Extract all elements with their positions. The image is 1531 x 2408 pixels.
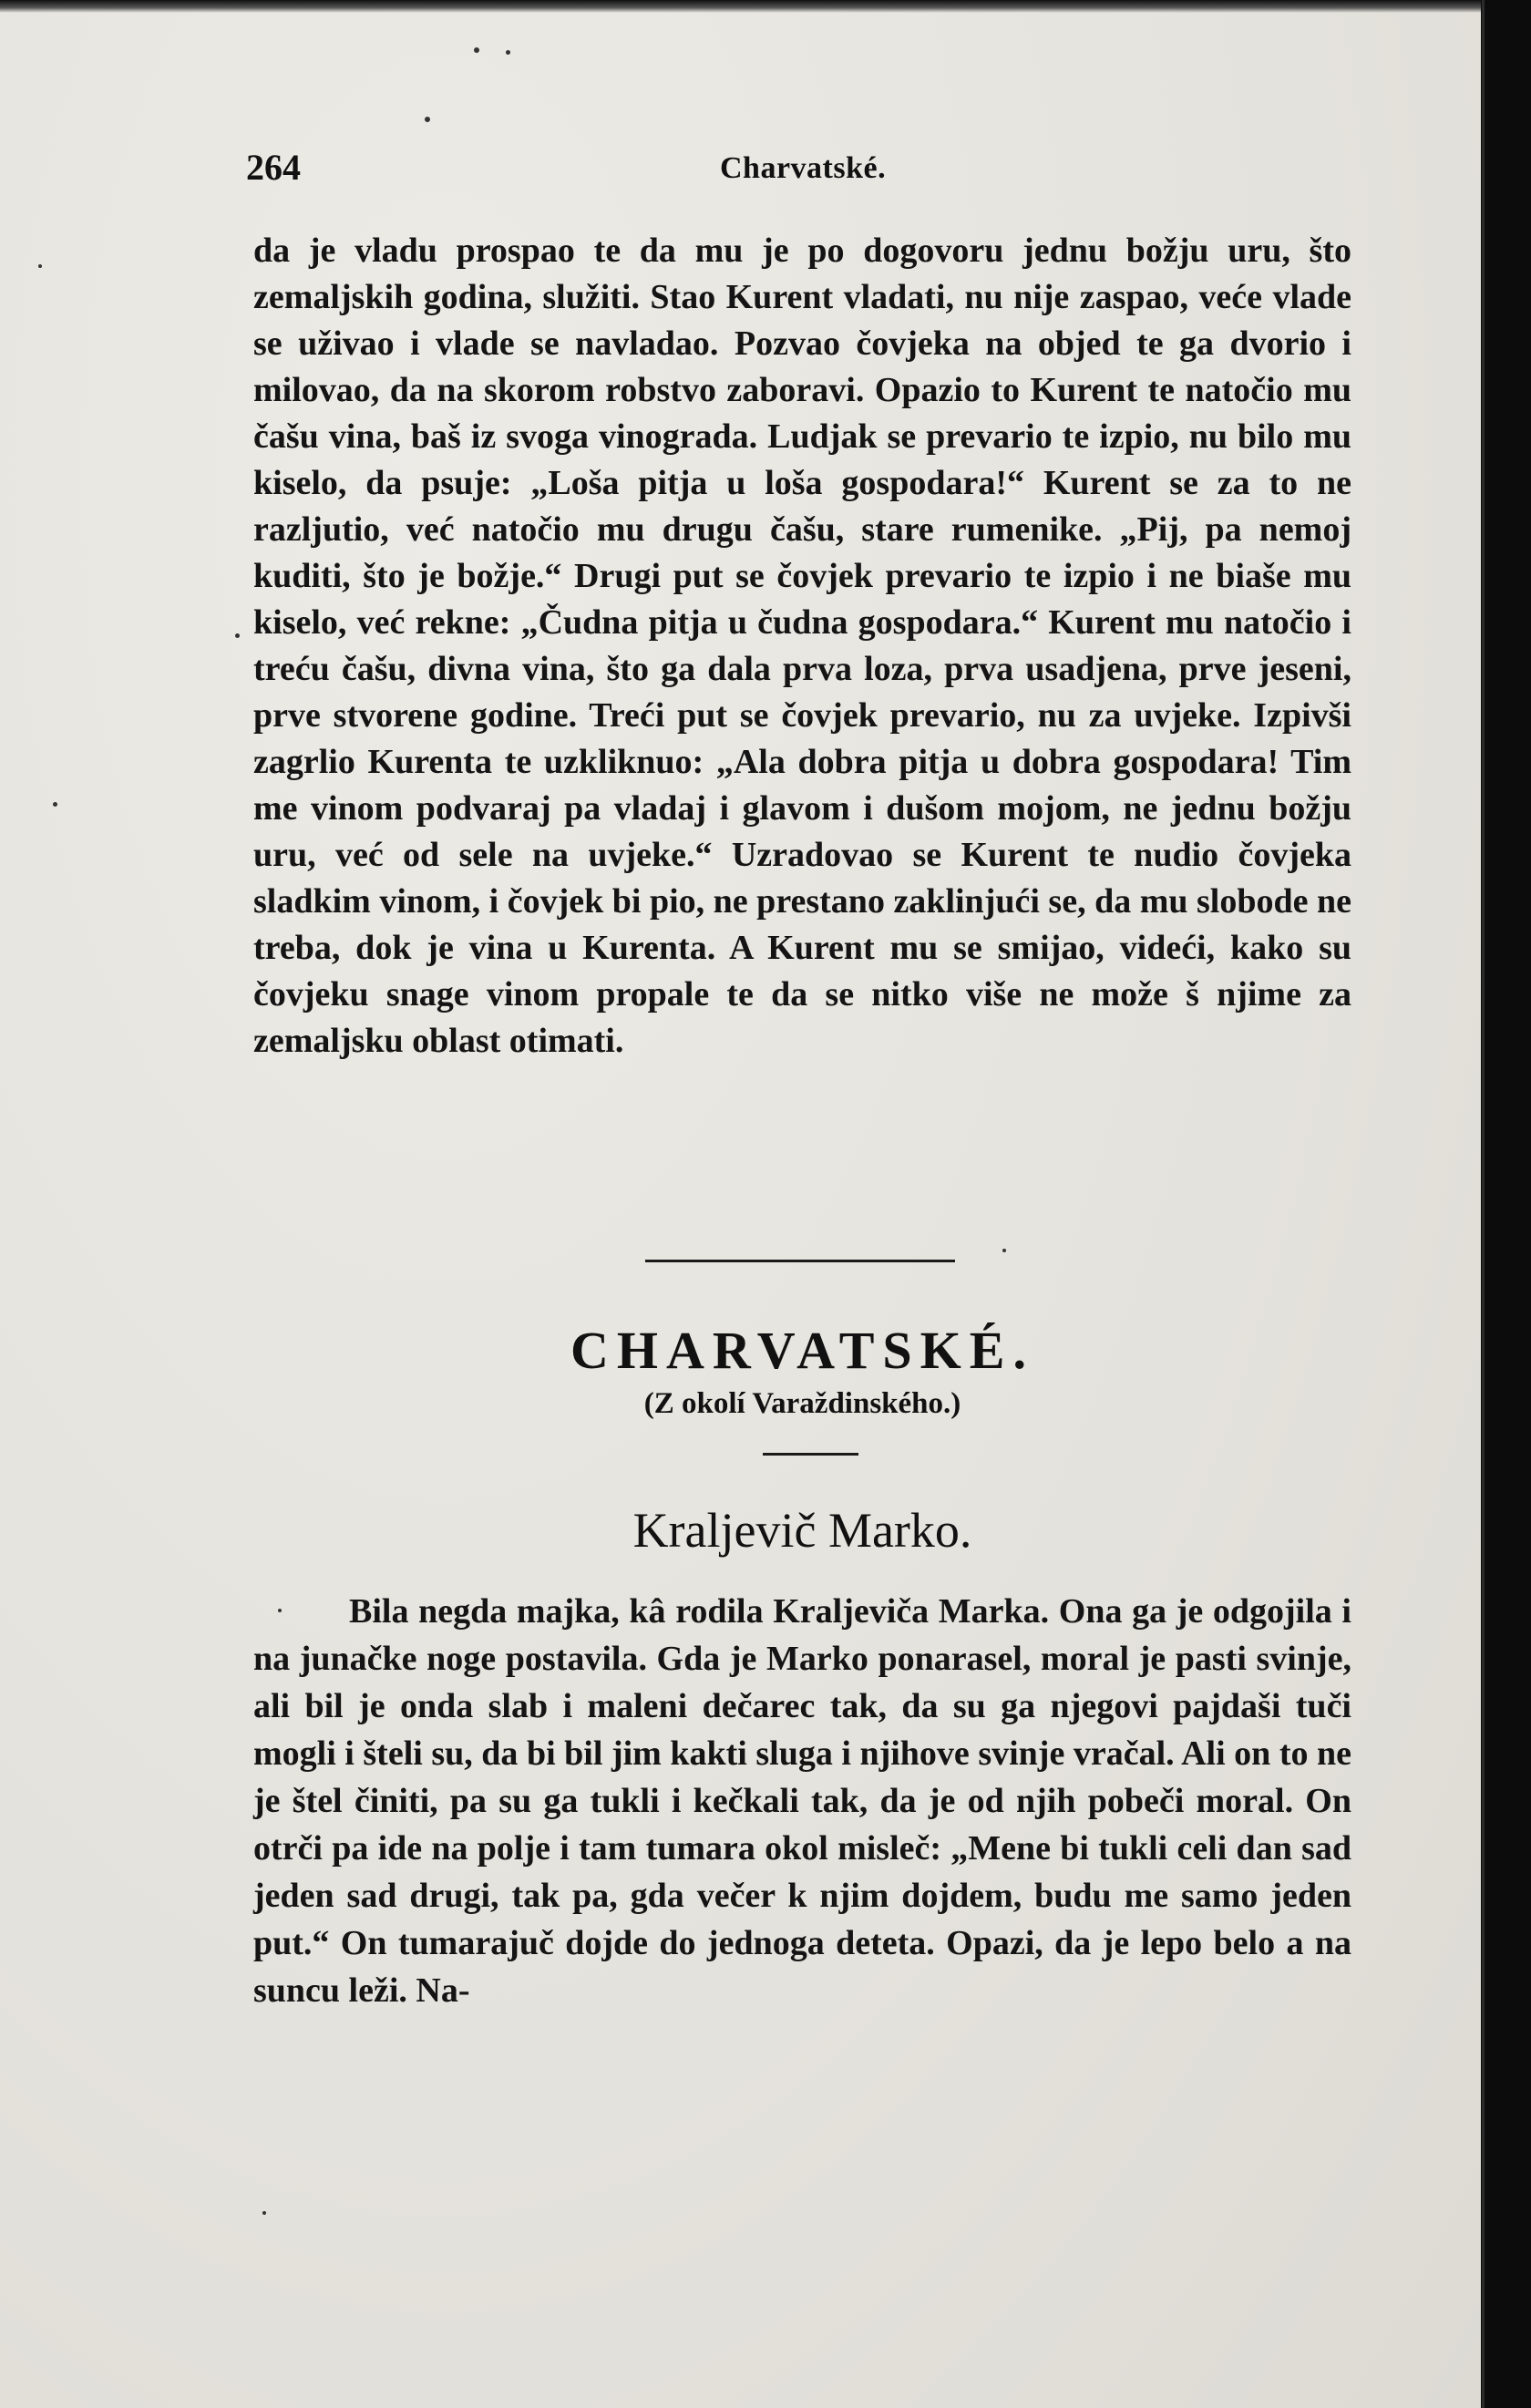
subtitle-divider (763, 1453, 858, 1456)
print-speck (38, 264, 42, 268)
running-head (246, 146, 1351, 191)
print-speck (53, 802, 57, 807)
print-speck (262, 2211, 266, 2215)
page-edge-line (1482, 0, 1485, 2408)
page-edge (1481, 0, 1531, 2408)
print-speck (235, 633, 240, 638)
section-subtitle: (Z okolí Varaždinského.) (643, 1387, 961, 1420)
print-speck (506, 50, 510, 55)
page-top-shadow (0, 0, 1481, 13)
section-divider (645, 1260, 955, 1262)
section-title: CHARVATSKÉ. (570, 1321, 1034, 1380)
print-speck (1002, 1249, 1006, 1252)
continued-paragraph: da je vladu prospao te da mu je po dogovoru jednu božju uru, što zemaljskih godina, služiti. Stao Kurent vladati, nu nije zaspao, veće vlade se uživao i vlade se navladao. Pozvao čovjeka na objed te ga dvorio i milovao, da na skorom robstvo zaboravi. Opazio to Kurent te natočio mu čašu vina, baš iz svoga vinograda. Ludjak se prevario te izpio, nu bilo mu kiselo, da psuje: „Loša pitja u loša gospodara!“ Kurent se za to ne razljutio, već natočio mu drugu čašu, stare rumenike. „Pij, pa nemoj kuditi, što je božje.“ Drugi put se čovjek prevario te izpio i ne biaše mu kiselo, već rekne: „Čudna pitja u čudna gospodara.“ Kurent mu natočio i treću čašu, divna vina, što ga dala prva loza, prva usadjena, prve jeseni, prve stvorene godine. Treći put se čovjek prevario, nu za uvjeke. Izpivši zagrlio Kurenta te uzkliknuo: „Ala dobra pitja u dobra gospodara! Tim me vinom podvaraj pa vladaj i glavom i dušom mojom, ne jednu božju uru, već od sele na uvjeke.“ Uzradovao se Kurent te nudio čovjeka sladkim vinom, i čovjek bi pio, ne prestano zaklinjući se, da mu slobode ne treba, dok je vina u Kurenta. A Kurent mu se smijao, videći, kako su čovjeku snage vinom propale te da se nitko više ne može š njime za zemaljsku oblast otimati. (253, 232, 1351, 1060)
running-head-title: Charvatské. (720, 151, 887, 185)
story-paragraph: Bila negda majka, kâ rodila Kraljeviča Marka. Ona ga je odgojila i na junačke noge postavila. Gda je Marko ponarasel, moral je pasti svinje, ali bil je onda slab i maleni dečarec tak, da su ga njegovi pajdaši tuči mogli i šteli su, da bi bil jim kakti sluga i njihove svinje vračal. Ali on to ne je štel činiti, pa su ga tukli i kečkali tak, da je od njih pobeči moral. On otrči pa ide na polje i tam tumara okol misleč: „Mene bi tukli celi dan sad jeden sad drugi, tak pa, gda večer k njim dojdem, budu me samo jeden put.“ On tumarajuč dojde do jednoga deteta. Opazi, da je lepo belo a na suncu leži. Na- (253, 1592, 1351, 2010)
print-speck (278, 1609, 282, 1612)
story-title: Kraljevič Marko. (632, 1503, 972, 1558)
print-speck (474, 47, 479, 53)
print-speck (425, 117, 430, 122)
page-number: 264 (246, 147, 301, 188)
